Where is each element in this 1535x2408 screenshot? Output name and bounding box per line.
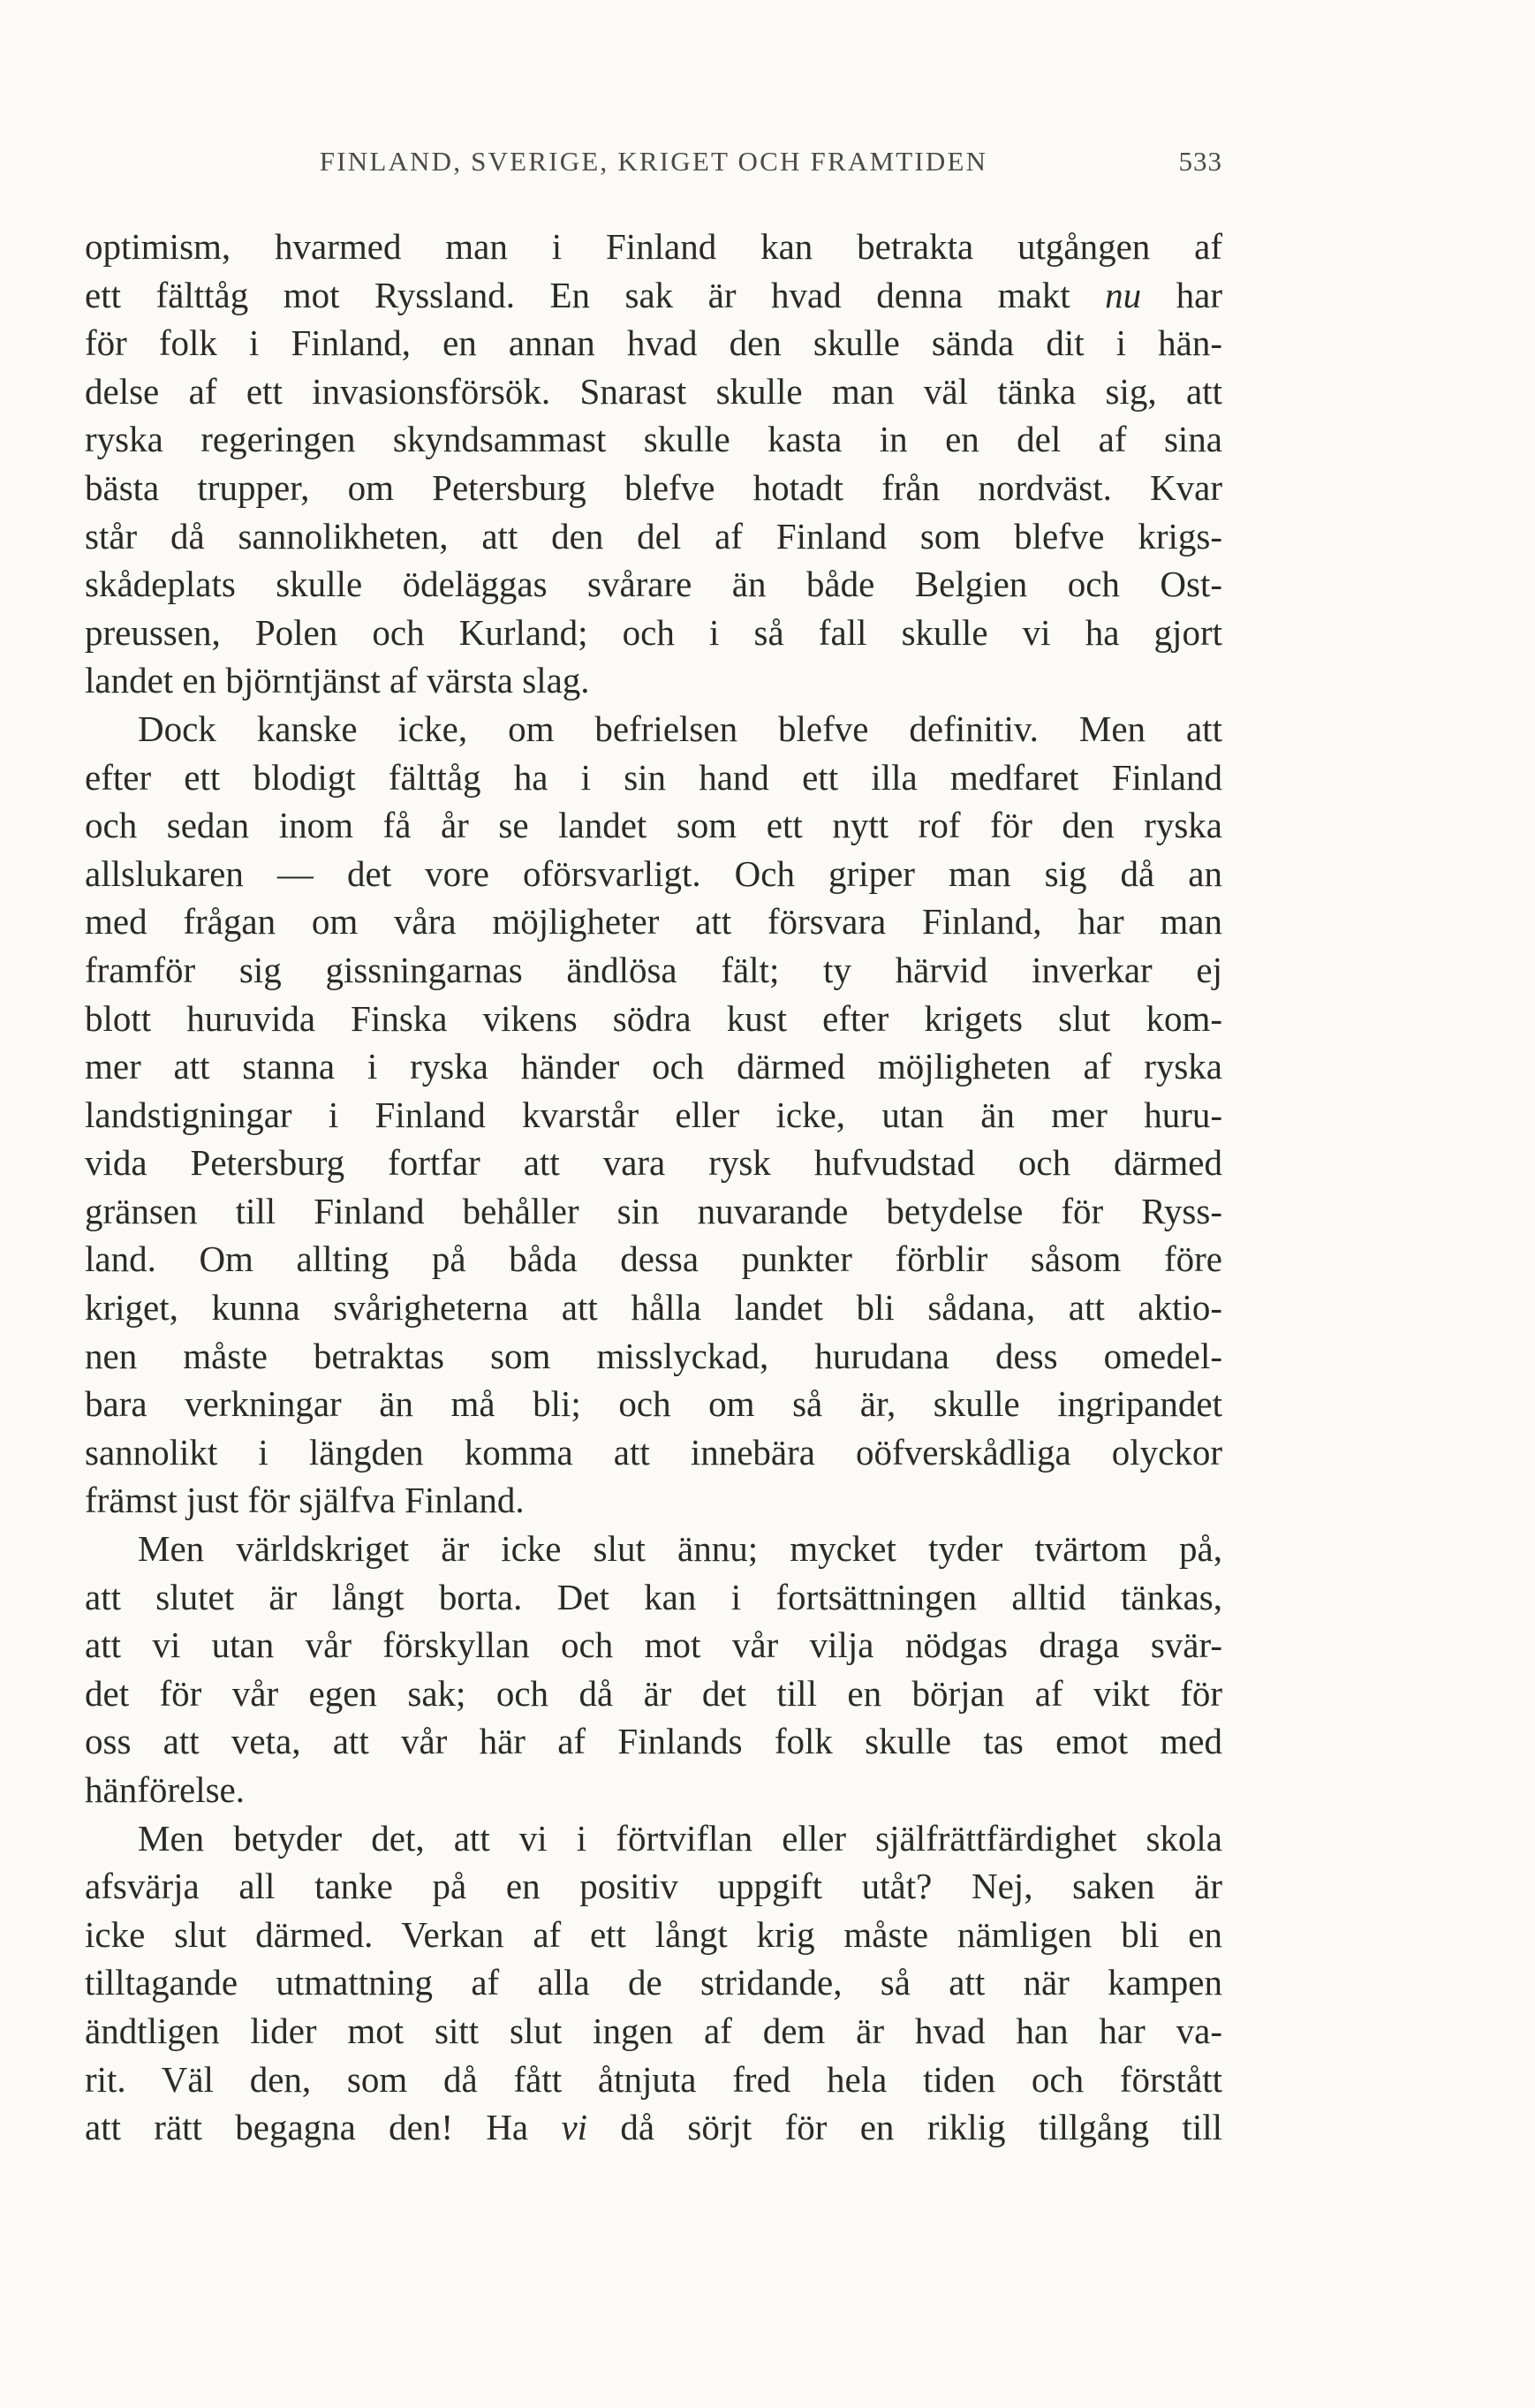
running-head xyxy=(85,140,1222,184)
text-line: preussen, Polen och Kurland; och i så fall skulle vi ha gjort xyxy=(85,611,1222,653)
text-line: allslukaren — det vore oförsvarligt. Och griper man sig då an xyxy=(85,852,1222,894)
text-line: för folk i Finland, en annan hvad den skulle sända dit i hän- xyxy=(85,322,1222,364)
text-line: att vi utan vår förskyllan och mot vår vilja nödgas draga svär- xyxy=(85,1624,1222,1666)
text-line: nen måste betraktas som misslyckad, hurudana dess omedel- xyxy=(85,1335,1222,1376)
text-fragment: då sörjt för en riklig tillgång till xyxy=(587,2107,1222,2148)
text-line: Dock kanske icke, om befrielsen blefve definitiv. Men att xyxy=(138,708,1222,749)
text-line: rit. Väl den, som då fått åtnjuta fred hela tiden och förstått xyxy=(85,2058,1222,2100)
text-line: icke slut därmed. Verkan af ett långt krig måste nämligen bli en xyxy=(85,1913,1222,1955)
text-line xyxy=(85,2103,1222,2152)
text-line: Men betyder det, att vi i förtviflan eller själfrättfärdighet skola xyxy=(138,1817,1222,1859)
text-fragment: har xyxy=(1141,274,1222,315)
text-line: vida Petersburg fortfar att vara rysk hufvudstad och därmed xyxy=(85,1142,1222,1184)
text-line xyxy=(85,271,1222,320)
emphasis: vi xyxy=(561,2107,588,2148)
text-fragment: ett fälttåg mot Ryssland. En sak är hvad denna makt xyxy=(85,274,1106,315)
text-line: framför sig gissningarnas ändlösa fält; ty härvid inverkar ej xyxy=(85,949,1222,990)
text-line: det för vår egen sak; och då är det till en början af vikt för xyxy=(85,1672,1222,1714)
text-line: delse af ett invasionsförsök. Snarast skulle man väl tänka sig, att xyxy=(85,370,1222,412)
text-line: blott huruvida Finska vikens södra kust efter krigets slut kom- xyxy=(85,997,1222,1039)
paragraph xyxy=(85,223,1222,705)
text-line: att slutet är långt borta. Det kan i fortsättningen alltid tänkas, xyxy=(85,1576,1222,1617)
text-line: hänförelse. xyxy=(85,1769,245,1810)
text-line: och sedan inom få år se landet som ett nytt rof för den ryska xyxy=(85,805,1222,846)
text-line: kriget, kunna svårigheterna att hålla landet bli sådana, att aktio- xyxy=(85,1287,1222,1329)
body-text xyxy=(85,223,1222,2152)
text-line: står då sannolikheten, att den del af Finland som blefve krigs- xyxy=(85,515,1222,557)
text-line: sannolikt i längden komma att innebära oöfverskådliga olyckor xyxy=(85,1431,1222,1473)
text-line: gränsen till Finland behåller sin nuvarande betydelse för Ryss- xyxy=(85,1190,1222,1231)
text-line: mer att stanna i ryska händer och därmed möjligheten af ryska xyxy=(85,1046,1222,1087)
text-line: land. Om allting på båda dessa punkter förblir såsom före xyxy=(85,1238,1222,1280)
running-title: FINLAND, SVERIGE, KRIGET OCH FRAMTIDEN xyxy=(319,146,988,177)
text-line: afsvärja all tanke på en positiv uppgift utåt? Nej, saken är xyxy=(85,1866,1222,1907)
page-number: 533 xyxy=(1178,146,1222,177)
paragraph xyxy=(85,705,1222,1525)
emphasis: nu xyxy=(1105,274,1142,315)
text-line: optimism, hvarmed man i Finland kan betrakta utgången af xyxy=(85,226,1222,267)
text-fragment: att rätt begagna den! Ha xyxy=(85,2107,562,2148)
text-line: bara verkningar än må bli; och om så är, skulle ingripandet xyxy=(85,1383,1222,1425)
text-line: landstigningar i Finland kvarstår eller icke, utan än mer huru- xyxy=(85,1094,1222,1135)
paragraph xyxy=(85,1814,1222,2152)
text-line: landet en björntjänst af värsta slag. xyxy=(85,660,590,701)
text-line: Men världskriget är icke slut ännu; mycket tyder tvärtom på, xyxy=(138,1528,1222,1570)
text-line: tilltagande utmattning af alla de stridande, så att när kampen xyxy=(85,1962,1222,2003)
text-line: skådeplats skulle ödeläggas svårare än både Belgien och Ost- xyxy=(85,564,1222,605)
text-line: oss att veta, att vår här af Finlands folk skulle tas emot med xyxy=(85,1721,1222,1762)
text-line: efter ett blodigt fälttåg ha i sin hand ett illa medfaret Finland xyxy=(85,756,1222,798)
text-line: främst just för själfva Finland. xyxy=(85,1480,525,1521)
text-line: ryska regeringen skyndsammast skulle kasta in en del af sina xyxy=(85,419,1222,460)
text-line: bästa trupper, om Petersburg blefve hotadt från nordväst. Kvar xyxy=(85,466,1222,508)
paragraph xyxy=(85,1525,1222,1814)
text-line: ändtligen lider mot sitt slut ingen af dem är hvad han har va- xyxy=(85,2010,1222,2051)
text-line: med frågan om våra möjligheter att försvara Finland, har man xyxy=(85,901,1222,943)
